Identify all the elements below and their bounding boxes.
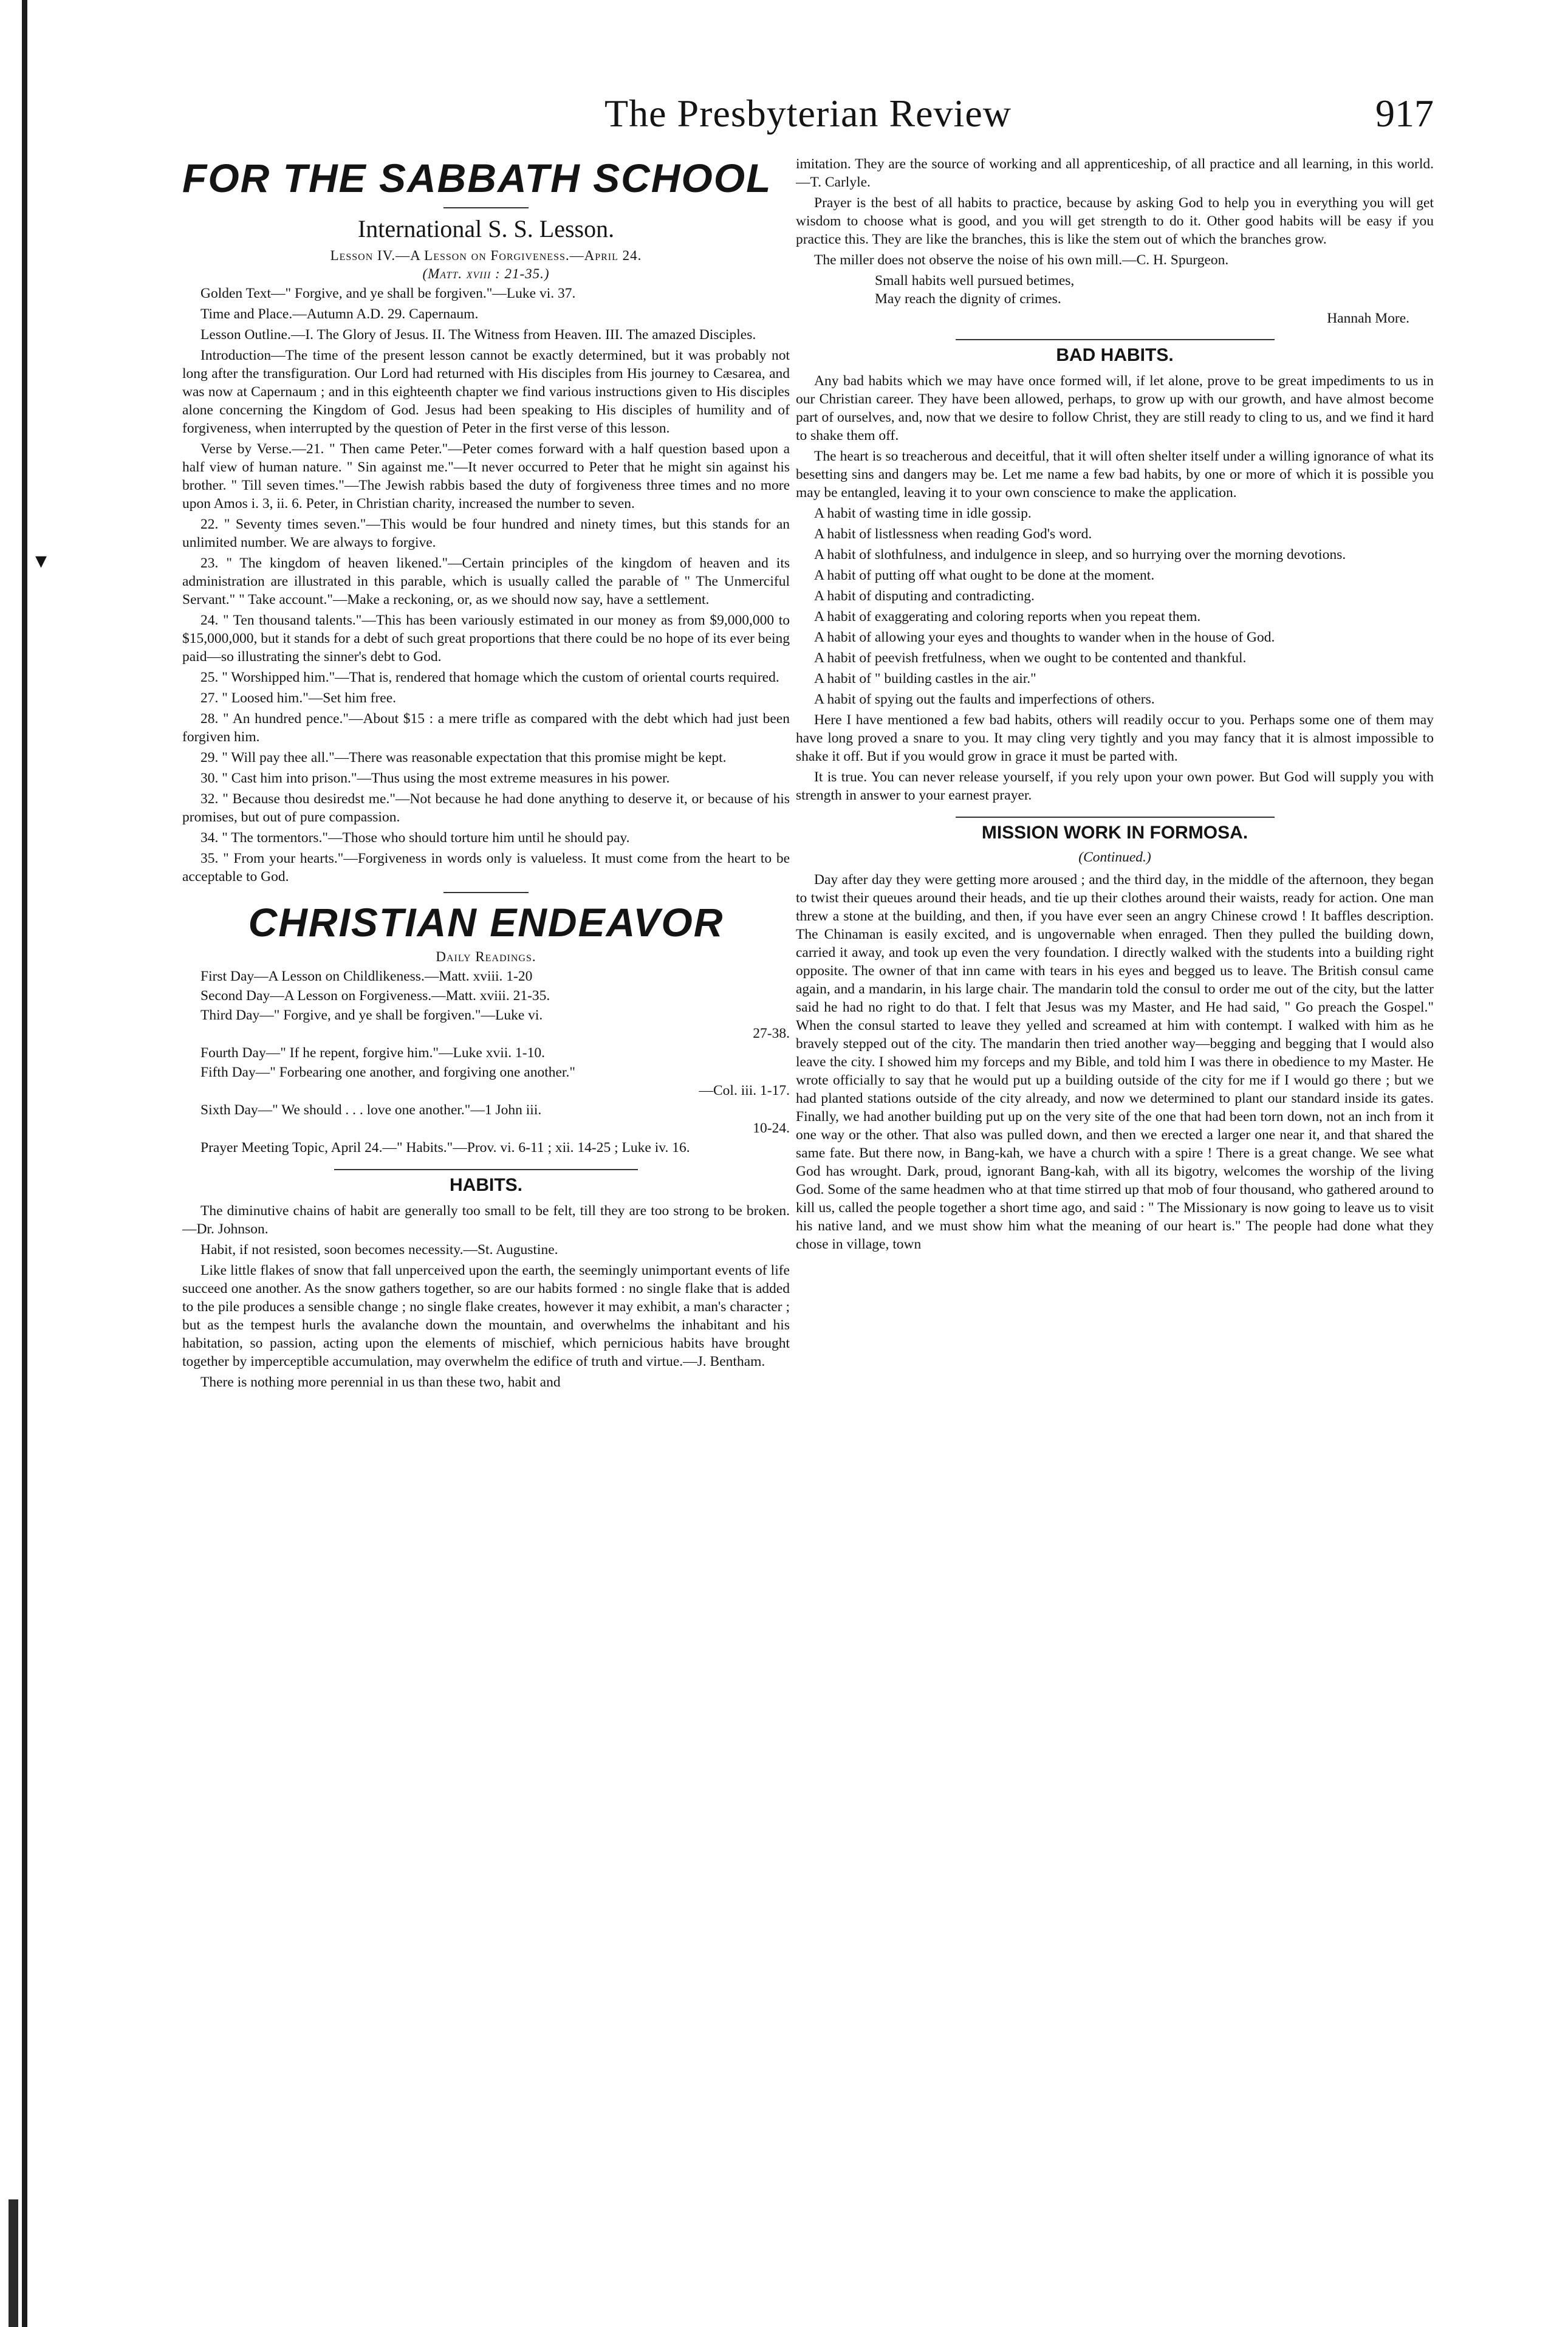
lesson-paragraph: 29. " Will pay thee all."—There was reasonable expectation that this promise might be kept. <box>200 750 727 766</box>
mission-paragraph: Day after day they were getting more aroused ; and the third day, in the middle of the afternoon, they began to twist their queues around their heads, and tie up their clothes around their waists, ready for action. One man threw a stone at the building, and then, if you have ever seen an angry Chinese crowd ! It baffles description. The Chinaman is easily excited, and is ungovernable when enraged. Then they pulled the building down, carried it away, and took up even the very foundation. I directly walked with the students into a building right opposite. The owner of that inn came with tears in his eyes and begged us to leave. The British consul came again, and a mandarin, in his large chair. The mandarin told the consul to order me out of the city, but the latter said he had no right to do that. I felt that Jesus was my Master, and He had said, " Go preach the Gospel." When the consul started to leave they yelled and screamed at him with contempt. I walked with him as he bravely stepped out of the city. The mandarin then tried another way—begging and begging that I would also leave the city. I showed him my forceps and my Bible, and told him I was there in obedience to my Master. He wrote officially to say that he would put up a building outside of the city for me if I would go there ; but we had planted stations outside of the city already, and now we determined to plant our standard inside its gates. Finally, we had another building put up on the very site of the one that had been torn down, not an inch from it one way or the other. That also was pulled down, and then we erected a larger one near it, and that shared the same fate. But there now, in Bang-kah, we have a church with a spire ! There is a great change. We see what God has wrought. Dark, proud, ignorant Bang-kah, with all its bigotry, welcomes the worship of the living God. Some of the same headmen who at that time stirred up that mob of four thousand, who gathered around to kill us, called the people together a short time ago, and said : " The Missionary is now going to leave us to visit his native land, and we must show him what the meaning of our heart is." The people had done what they chose in village, town <box>796 872 1434 1252</box>
lesson-paragraph: 24. " Ten thousand talents."—This has been variously estimated in our money as from $9,000,000 to $15,000,000, but it stands for a debt of such great proportions that there could be no hope of its ever being paid—so illustrating the sinner's debt to God. <box>182 612 790 665</box>
bad-habits-paragraph: It is true. You can never release yourself, if you rely upon your own power. But God will supply you with strength in answer to your earnest prayer. <box>796 769 1434 803</box>
lesson-paragraph: Verse by Verse.—21. " Then came Peter."—Peter comes forward with a half question based upon a half view of human nature. " Sin against me."—It never occurred to Peter that he might sin against his brother. " Till seven times."—The Jewish rabbis based the duty of forgiveness three times and no more upon Amos i. 3, ii. 6. Peter, in Christian charity, increased the number to seven. <box>182 441 790 512</box>
reading-item: Fourth Day—" If he repent, forgive him."—Luke xvii. 1-10. <box>200 1045 545 1061</box>
lesson-paragraph: 27. " Loosed him."—Set him free. <box>200 690 397 706</box>
bad-habit-item: A habit of slothfulness, and indulgence in sleep, and so hurrying over the morning devotions. <box>814 547 1346 563</box>
habits-paragraph: Like little flakes of snow that fall unperceived upon the earth, the seemingly unimportant events of life succeed one another. As the snow gathers together, so are our habits formed : no single flake that is added to the pile produces a sensible change ; no single flake creates, however it may exhibit, a man's character ; but as the tempest hurls the avalanche down the mountain, and overwhelms the inhabitant and his habitation, so passion, acting upon the elements of mischief, which pernicious habits have brought together by imperceptible accumulation, may overwhelm the edifice of truth and virtue.—J. Bentham. <box>182 1263 790 1369</box>
running-head <box>182 91 1434 140</box>
reading-item: Second Day—A Lesson on Forgiveness.—Matt. xviii. 21-35. <box>200 988 550 1004</box>
verse-line: May reach the dignity of crimes. <box>875 291 1061 307</box>
left-column <box>182 155 790 2306</box>
bad-habit-item: A habit of allowing your eyes and thoughts to wander when in the house of God. <box>814 629 1275 645</box>
verse-author: Hannah More. <box>1327 310 1409 326</box>
bad-habit-item: A habit of spying out the faults and imperfections of others. <box>814 691 1155 707</box>
verse-quote <box>796 272 1434 308</box>
bad-habit-item: A habit of disputing and contradicting. <box>814 588 1035 604</box>
lesson-title: Lesson IV.—A Lesson on Forgiveness.—April 24. <box>330 248 642 263</box>
habits-paragraph: Habit, if not resisted, soon becomes necessity.—St. Augustine. <box>200 1242 558 1258</box>
lesson-paragraph: 28. " An hundred pence."—About $15 : a mere trifle as compared with the debt which had just been forgiven him. <box>182 711 790 745</box>
section-rule <box>443 892 529 893</box>
habits-continued-paragraph: imitation. They are the source of working and all apprenticeship, of all practice and all learning, in this world.—T. Carlyle. <box>796 156 1434 190</box>
bad-habit-item: A habit of putting off what ought to be done at the moment. <box>814 567 1155 583</box>
reading-item: Fifth Day—" Forbearing one another, and forgiving one another." —Col. iii. 1-17. <box>200 1064 790 1098</box>
lesson-paragraph: 35. " From your hearts."—Forgiveness in words only is valueless. It must come from the heart to be acceptable to God. <box>182 851 790 885</box>
mission-heading: MISSION WORK IN FORMOSA. <box>956 817 1275 843</box>
verse-line: Small habits well pursued betimes, <box>875 273 1075 289</box>
habits-paragraph: The diminutive chains of habit are generally too small to be felt, till they are too strong to be broken.—Dr. Johnson. <box>182 1203 790 1237</box>
lesson-paragraph: Time and Place.—Autumn A.D. 29. Capernaum. <box>200 306 479 322</box>
lesson-paragraph: 25. " Worshipped him."—That is, rendered that homage which the custom of oriental courts required. <box>200 670 779 685</box>
prayer-meeting-topic: Prayer Meeting Topic, April 24.—" Habits."—Prov. vi. 6-11 ; xii. 14-25 ; Luke iv. 16. <box>200 1140 690 1156</box>
sabbath-school-heading: FOR THE SABBATH SCHOOL <box>182 156 772 200</box>
binding-edge-mark <box>9 2199 18 2327</box>
bad-habit-item: A habit of wasting time in idle gossip. <box>814 505 1032 521</box>
habits-heading: HABITS. <box>334 1169 638 1196</box>
binding-edge-rule <box>22 0 27 2327</box>
bad-habits-paragraph: Any bad habits which we may have once formed will, if let alone, prove to be great impediments to us in our Christian career. They have been allowed, perhaps, to grow up with our growth, and have almost become part of ourselves, and, now that we desire to follow Christ, they are still ready to cling to us, and we find it hard to shake them off. <box>796 373 1434 444</box>
bad-habits-heading: BAD HABITS. <box>956 339 1275 366</box>
lesson-paragraph: Introduction—The time of the present lesson cannot be exactly determined, but it was probably not long after the transfiguration. Our Lord had returned with His disciples from His journey to Cæsarea, and was now at Capernaum ; and in this eighteenth chapter we find various instructions given to His disciples alone concerning the Kingdom of God. Jesus had been speaking to His disciples of humility and of forgiveness, when interrupted by the question of Peter in the first verse of this lesson. <box>182 348 790 436</box>
daily-readings-label: Daily Readings. <box>436 949 536 964</box>
lesson-paragraph: 30. " Cast him into prison."—Thus using the most extreme measures in his power. <box>200 770 670 786</box>
habits-continued-paragraph: Prayer is the best of all habits to practice, because by asking God to help you in everything you will get wisdom to choose what is good, and you will get strength to do it. Other good habits will be easy if you practice this. They are like the branches, this is like the stem out of which the branches grow. <box>796 195 1434 247</box>
bad-habit-item: A habit of peevish fretfulness, when we ought to be contented and thankful. <box>814 650 1247 666</box>
scripture-reference: (Matt. xviii : 21-35.) <box>422 266 550 281</box>
lesson-paragraph: Golden Text—" Forgive, and ye shall be forgiven."—Luke vi. 37. <box>200 286 576 301</box>
lesson-paragraph: 22. " Seventy times seven."—This would be four hundred and ninety times, but this stands for an unlimited number. We are always to forgive. <box>182 516 790 550</box>
habits-paragraph: There is nothing more perennial in us than these two, habit and <box>200 1374 561 1390</box>
bad-habits-paragraph: The heart is so treacherous and deceitful, that it will often shelter itself under a willing ignorance of what its besetting sins and dangers may be. Let me name a few bad habits, by one or more of which it is possible you may be entangled, leaving it to your own conscience to make the application. <box>796 448 1434 501</box>
reading-item: Third Day—" Forgive, and ye shall be forgiven."—Luke vi. 27-38. <box>200 1007 790 1041</box>
bad-habits-paragraph: Here I have mentioned a few bad habits, others will readily occur to you. Perhaps some one of them may have long proved a snare to you. It may cling very tightly and you may fancy that it is almost impossible to shake it off. But if you would grow in grace it must be parted with. <box>796 712 1434 764</box>
heading-rule <box>443 207 529 208</box>
reading-item: First Day—A Lesson on Childlikeness.—Matt. xviii. 1-20 <box>200 968 533 984</box>
lesson-paragraph: 34. " The tormentors."—Those who should torture him until he should pay. <box>200 830 630 846</box>
lesson-paragraph: Lesson Outline.—I. The Glory of Jesus. II. The Witness from Heaven. III. The amazed Disciples. <box>200 327 756 343</box>
habits-continued-paragraph: The miller does not observe the noise of his own mill.—C. H. Spurgeon. <box>814 252 1229 268</box>
christian-endeavor-heading: CHRISTIAN ENDEAVOR <box>248 900 724 945</box>
lesson-paragraph: 32. " Because thou desiredst me."—Not because he had done anything to deserve it, or because of his promises, but out of pure compassion. <box>182 791 790 825</box>
lesson-subheading: International S. S. Lesson. <box>357 215 615 242</box>
publication-title: The Presbyterian Review <box>604 92 1012 135</box>
bad-habit-item: A habit of " building castles in the air." <box>814 671 1036 687</box>
reading-item: Sixth Day—" We should . . . love one another."—1 John iii. 10-24. <box>200 1102 790 1136</box>
right-column <box>796 155 1434 2306</box>
bad-habit-item: A habit of exaggerating and coloring reports when you repeat them. <box>814 609 1201 625</box>
bad-habit-item: A habit of listlessness when reading God's word. <box>814 526 1092 542</box>
page-number: 917 <box>1375 92 1434 135</box>
mission-continued-label: (Continued.) <box>1078 849 1151 865</box>
margin-mark: ▾ <box>35 548 47 574</box>
lesson-paragraph: 23. " The kingdom of heaven likened."—Certain principles of the kingdom of heaven and its administration are illustrated in this parable, which is usually called the parable of " The Unmerciful Servant." " Take account."—Make a reckoning, or, as we should now say, have a settlement. <box>182 555 790 608</box>
